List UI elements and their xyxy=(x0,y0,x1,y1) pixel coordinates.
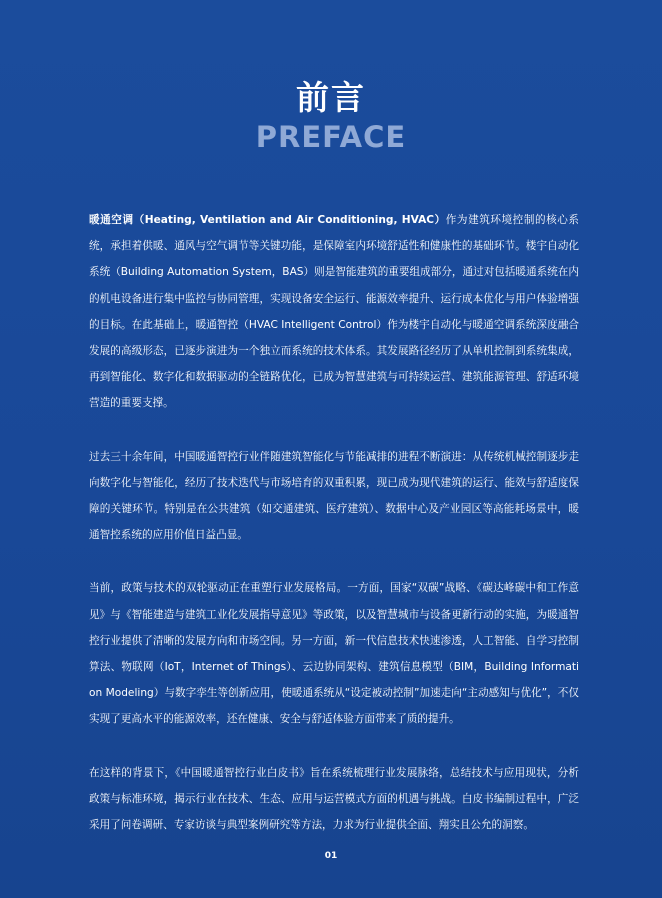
paragraph-text: 在这样的背景下，《中国暖通智控行业白皮书》旨在系统梳理行业发展脉络，总结技术与应用现状，分析政策与标准环境，揭示行业在技术、生态、应用与运营模式方面的机遇与挑战。白皮书编制过程中，广泛采用了问卷调研、专家访谈与典型案例研究等方法，力求为行业提供全面、翔实且公允的洞察。 xyxy=(89,766,579,832)
body-text xyxy=(89,207,579,865)
page-title: 前言 xyxy=(296,78,366,117)
paragraph xyxy=(89,575,579,732)
paragraph-text: 过去三十余年间，中国暖通智控行业伴随建筑智能化与节能减排的进程不断演进：从传统机械控制逐步走向数字化与智能化，经历了技术迭代与市场培育的双重积累，现已成为现代建筑的运行、能效与舒适度保障的关键环节。特别是在公共建筑（如交通建筑、医疗建筑）、数据中心及产业园区等高能耗场景中，暖通智控系统的应用价值日益凸显。 xyxy=(89,450,579,542)
page-number: 01 xyxy=(324,851,338,861)
page-subtitle: PREFACE xyxy=(255,120,407,154)
paragraph xyxy=(89,207,579,417)
paragraph-text: 当前，政策与技术的双轮驱动正在重塑行业发展格局。一方面，国家“双碳”战略、《碳达峰碳中和工作意见》与《智能建造与建筑工业化发展指导意见》等政策，以及智慧城市与设备更新行动的实施，为暖通智控行业提供了清晰的发展方向和市场空间。另一方面，新一代信息技术快速渗透，人工智能、自学习控制算法、物联网（IoT，Internet of Things）、云边协同架构、建筑信息模型（BIM，Building Information Modeling）与数字孪生等创新应用，使暖通系统从“设定被动控制”加速走向“主动感知与优化”，不仅实现了更高水平的能源效率，还在健康、安全与舒适体验方面带来了质的提升。 xyxy=(89,582,579,726)
paragraph-lead: 暖通空调（Heating, Ventilation and Air Conditioning, HVAC） xyxy=(89,214,446,226)
paragraph xyxy=(89,444,579,549)
paragraph xyxy=(89,760,579,839)
paragraph-text: 作为建筑环境控制的核心系统，承担着供暖、通风与空气调节等关键功能，是保障室内环境舒适性和健康性的基础环节。楼宇自动化系统（Building Automation System，BAS）则是智能建筑的重要组成部分，通过对包括暖通系统在内的机电设备进行集中监控与协同管理，实现设备安全运行、能源效率提升、运行成本优化与用户体验增强的目标。在此基础上，暖通智控（HVAC Intelligent Control）作为楼宇自动化与暖通空调系统深度融合发展的高级形态，已逐步演进为一个独立而系统的技术体系。其发展路径经历了从单机控制到系统集成，再到智能化、数字化和数据驱动的全链路优化，已成为智慧建筑与可持续运营、建筑能源管理、舒适环境营造的重要支撑。 xyxy=(89,214,579,410)
